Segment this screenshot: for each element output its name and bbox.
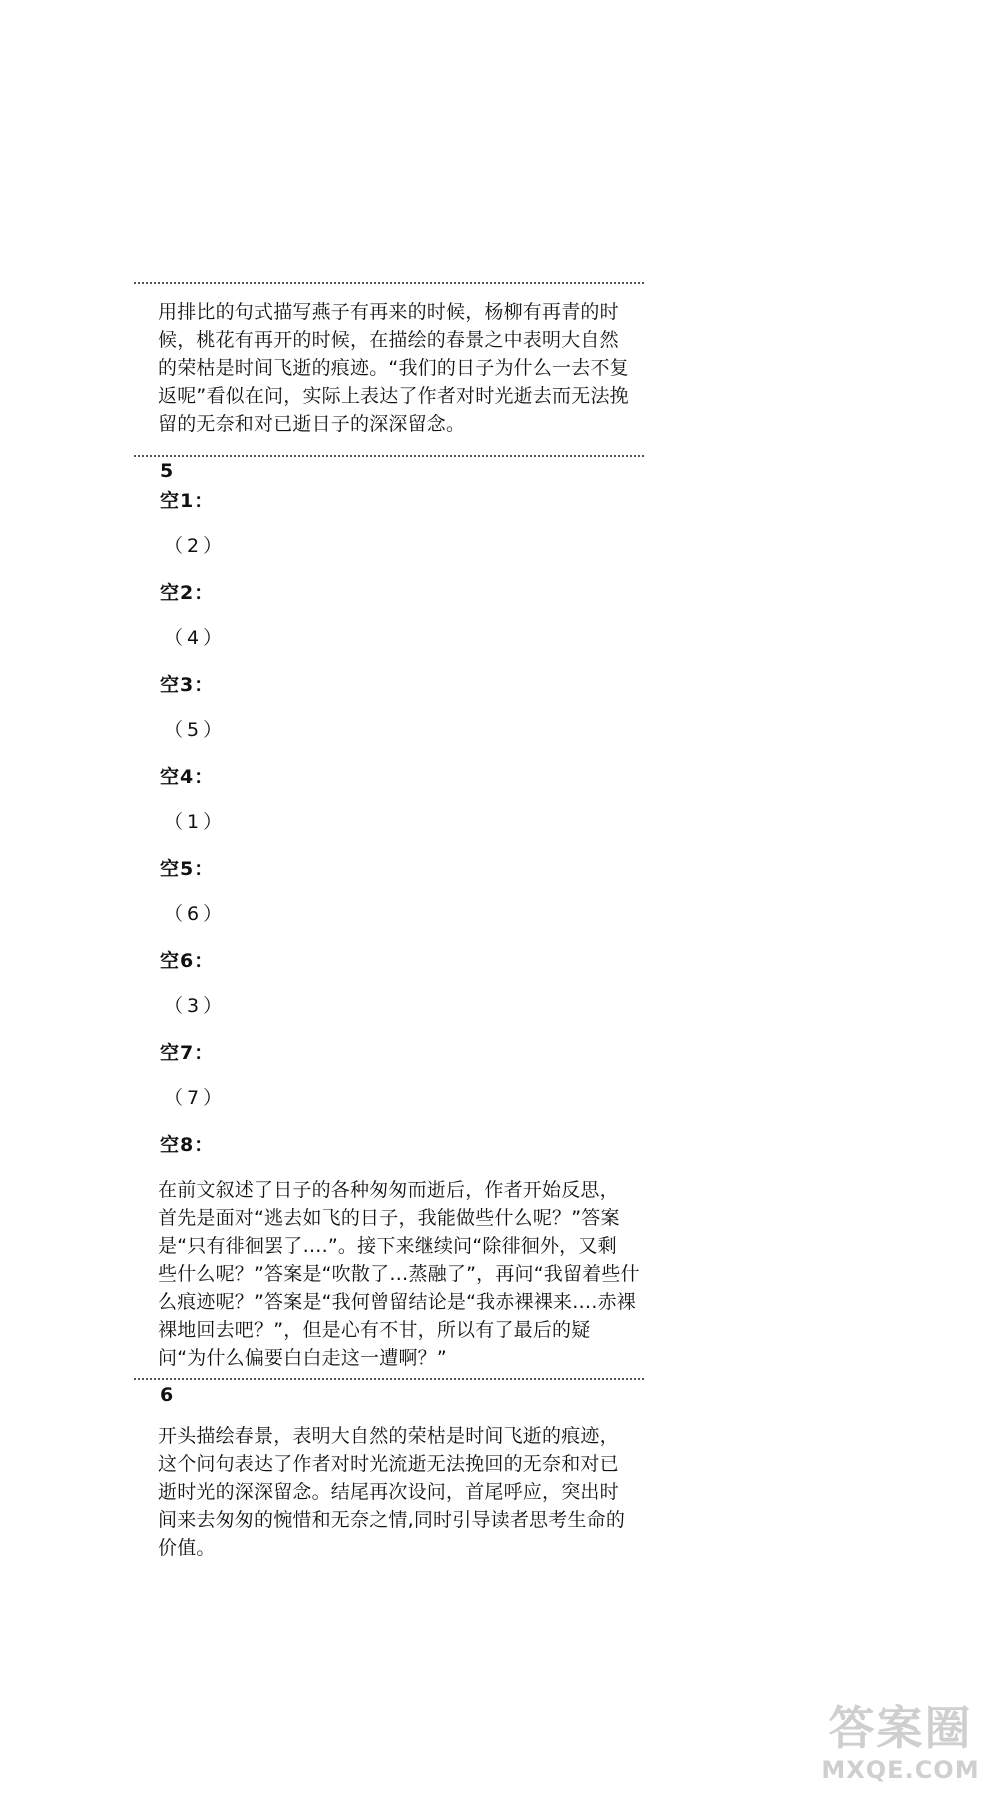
- answer-line: 间来去匆匆的惋惜和无奈之情,同时引导读者思考生命的: [158, 1509, 626, 1531]
- blank-label: 空3：: [160, 674, 215, 696]
- blank-label: 空8：: [160, 1134, 215, 1156]
- blank-answer: （2）: [164, 535, 227, 557]
- blank-answer: （4）: [164, 627, 227, 649]
- blank-label: 空7：: [160, 1042, 215, 1064]
- answer-line: 的荣枯是时间飞逝的痕迹。“我们的日子为什么一去不复: [158, 357, 629, 379]
- blank-label: 空2：: [160, 582, 215, 604]
- answer-line: 候，桃花有再开的时候，在描绘的春景之中表明大自然: [158, 329, 619, 351]
- watermark-logo: [808, 1700, 993, 1792]
- section-divider: [134, 455, 644, 457]
- answer-line: 开头描绘春景，表明大自然的荣枯是时间飞逝的痕迹，: [158, 1425, 619, 1447]
- answer-line: 留的无奈和对已逝日子的深深留念。: [158, 413, 466, 435]
- blank-label: 空5：: [160, 858, 215, 880]
- answer-line: 这个问句表达了作者对时光流逝无法挽回的无奈和对已: [158, 1453, 619, 1475]
- answer-line: 用排比的句式描写燕子有再来的时候，杨柳有再青的时: [158, 301, 619, 323]
- question-number: 5: [160, 460, 174, 482]
- blank-label: 空4：: [160, 766, 215, 788]
- blank-answer: （3）: [164, 995, 227, 1017]
- explanation-line: 裸地回去吧？”，但是心有不甘，所以有了最后的疑: [158, 1319, 591, 1341]
- blank-answer: （7）: [164, 1087, 227, 1109]
- explanation-line: 在前文叙述了日子的各种匆匆而逝后，作者开始反思，: [158, 1179, 619, 1201]
- section6-answer: [158, 1422, 638, 1562]
- explanation-line: 么痕迹呢？”答案是“我何曾留结论是“我赤裸裸来….赤裸: [158, 1291, 636, 1313]
- section5-explanation: [158, 1176, 638, 1372]
- explanation-line: 首先是面对“逃去如飞的日子，我能做些什么呢？”答案: [158, 1207, 620, 1229]
- blank-label: 空1：: [160, 490, 215, 512]
- question-number: 6: [160, 1384, 174, 1406]
- watermark-brand: 答案圈: [828, 1701, 973, 1755]
- explanation-line: 些什么呢？”答案是“吹散了…蒸融了”，再问“我留着些什: [158, 1263, 640, 1285]
- section-divider: [134, 282, 644, 284]
- blank-answer: （6）: [164, 903, 227, 925]
- explanation-line: 问“为什么偏要白白走这一遭啊？”: [158, 1347, 447, 1369]
- explanation-line: 是“只有徘徊罢了….”。接下来继续问“除徘徊外，又剩: [158, 1235, 617, 1257]
- section-divider: [134, 1378, 644, 1380]
- blank-answer: （1）: [164, 811, 227, 833]
- answer-line: 价值。: [158, 1537, 216, 1559]
- section4-answer: [158, 298, 638, 438]
- answer-line: 返呢”看似在问，实际上表达了作者对时光逝去而无法挽: [158, 385, 629, 407]
- blank-label: 空6：: [160, 950, 215, 972]
- answer-line: 逝时光的深深留念。结尾再次设问，首尾呼应，突出时: [158, 1481, 619, 1503]
- blank-answer: （5）: [164, 719, 227, 741]
- watermark-url: MXQE.COM: [821, 1756, 980, 1784]
